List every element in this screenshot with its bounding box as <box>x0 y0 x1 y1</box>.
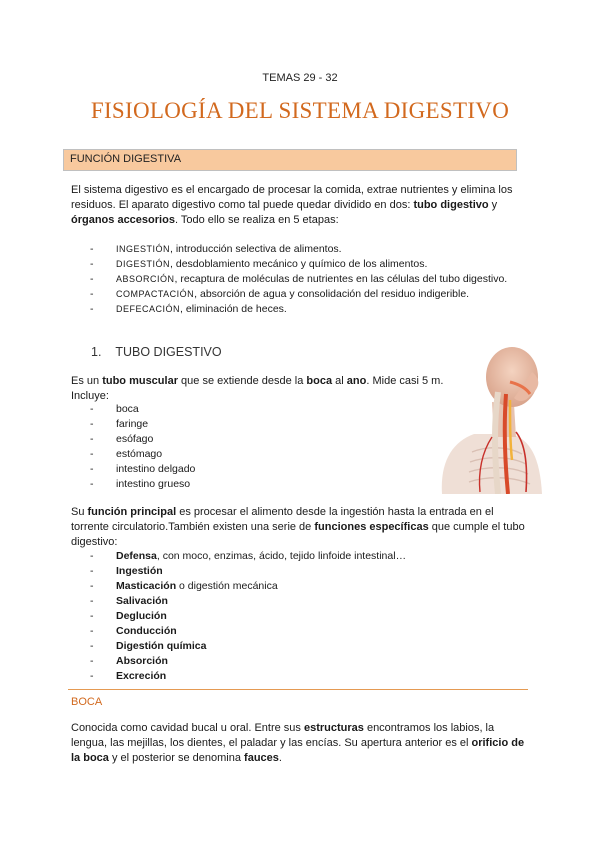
list-item: - estómago <box>90 447 420 462</box>
list-item: - ABSORCIÓN, recaptura de moléculas de nutrientes en las células del tubo digestivo. <box>90 272 530 287</box>
list-item: - INGESTIÓN, introducción selectiva de alimentos. <box>90 242 530 257</box>
list-item: - Excreción <box>90 669 530 684</box>
section-heading-box <box>63 149 517 171</box>
list-item: - intestino delgado <box>90 462 420 477</box>
tubo-functions-list <box>90 549 530 684</box>
list-item: - Deglución <box>90 609 530 624</box>
list-item: - COMPACTACIÓN, absorción de agua y consolidación del residuo indigerible. <box>90 287 530 302</box>
list-item: - Ingestión <box>90 564 530 579</box>
tubo-description: Es un tubo muscular que se extiende desde la boca al ano. Mide casi 5 m. Incluye: <box>71 375 444 402</box>
anatomy-digestive-illustration-icon <box>432 342 544 494</box>
list-item: - DEFECACIÓN, eliminación de heces. <box>90 302 530 317</box>
list-item: - Digestión química <box>90 639 530 654</box>
list-item: - Masticación o digestión mecánica <box>90 579 530 594</box>
boca-paragraph: Conocida como cavidad bucal u oral. Entre sus estructuras encontramos los labios, la lengua, las mejillas, los dientes, el paladar y las encías. Su apertura anterior es el orificio de la boca y el posterior se denomina fauces. <box>71 722 525 764</box>
list-item: - faringe <box>90 417 420 432</box>
list-item: - esófago <box>90 432 420 447</box>
list-item: - Conducción <box>90 624 530 639</box>
list-item: - intestino grueso <box>90 477 420 492</box>
list-item: - Absorción <box>90 654 530 669</box>
list-item: - Defensa, con moco, enzimas, ácido, tejido linfoide intestinal… <box>90 549 530 564</box>
page-header: TEMAS 29 - 32 <box>262 72 338 84</box>
boca-heading: BOCA <box>71 696 103 708</box>
list-item: - Salivación <box>90 594 530 609</box>
section-divider <box>68 689 528 690</box>
tubo-parts-list <box>90 402 420 492</box>
page-title: FISIOLOGÍA DEL SISTEMA DIGESTIVO <box>90 98 510 123</box>
stages-list <box>90 242 530 317</box>
intro-paragraph: El sistema digestivo es el encargado de procesar la comida, extrae nutrientes y elimina los residuos. El aparato digestivo como tal puede quedar dividido en dos: tubo digestivo y órganos accesorios. Todo ello se realiza en 5 etapas: <box>71 184 513 226</box>
list-item: - boca <box>90 402 420 417</box>
section-heading: FUNCIÓN DIGESTIVA <box>70 153 182 165</box>
list-item: - DIGESTIÓN, desdoblamiento mecánico y químico de los alimentos. <box>90 257 530 272</box>
tubo-function-paragraph: Su función principal es procesar el alimento desde la ingestión hasta la entrada en el torrente circulatorio.También existen una serie de funciones específicas que cumple el tubo digestivo: <box>71 506 525 548</box>
tubo-heading: 1. TUBO DIGESTIVO <box>91 345 222 359</box>
